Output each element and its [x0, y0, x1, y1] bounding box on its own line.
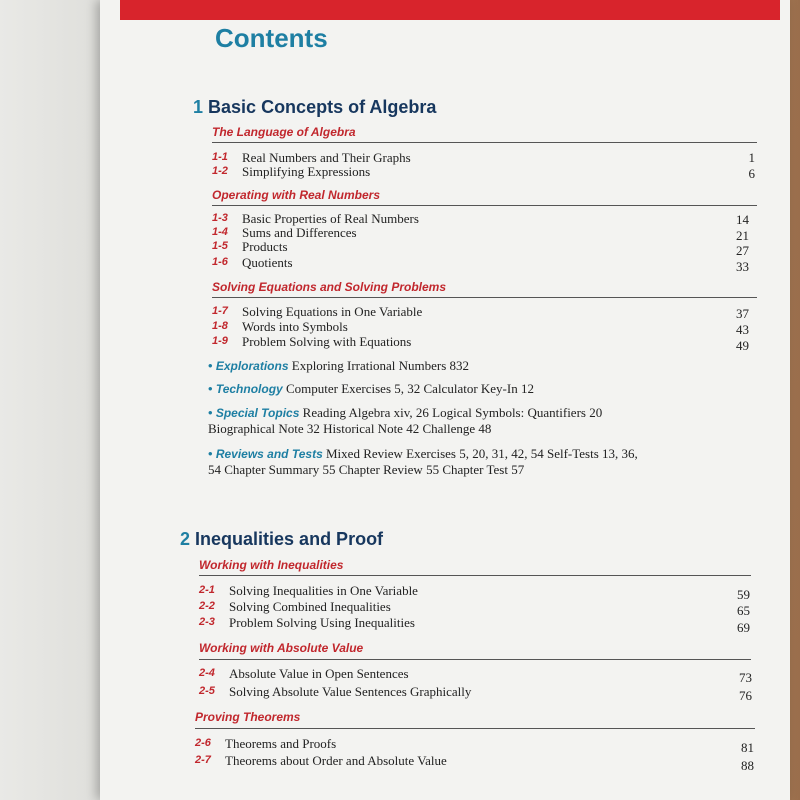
lesson-title: Products [242, 239, 288, 254]
section-heading: Working with Inequalities [199, 558, 344, 572]
extras-text: Exploring Irrational Numbers 832 [291, 358, 470, 373]
chapter-number: 2 [180, 529, 191, 549]
lesson-page: 1 [748, 150, 755, 165]
lesson-number: 2-4 [199, 667, 215, 679]
lesson-number: 2-1 [199, 584, 215, 596]
section-heading: Working with Absolute Value [199, 641, 364, 655]
lesson-number: 1-1 [212, 151, 228, 163]
bullet-icon: • [208, 446, 213, 461]
section-rule [212, 297, 757, 298]
section-heading: Solving Equations and Solving Problems [212, 280, 447, 294]
lesson-title: Quotients [242, 255, 293, 270]
extras-reviews-tests [208, 446, 648, 477]
section-rule [195, 728, 755, 729]
lesson-number: 1-7 [212, 305, 228, 317]
lesson-number: 1-2 [212, 165, 228, 177]
lesson-number: 1-4 [212, 226, 228, 238]
lesson-title: Problem Solving with Equations [242, 334, 412, 349]
lesson-page: 49 [736, 338, 749, 353]
extras-special-topics [208, 405, 648, 436]
lesson-page: 65 [737, 603, 750, 618]
lesson-number: 1-5 [212, 240, 228, 252]
extras-label: Technology [215, 382, 283, 396]
lesson-page: 59 [737, 587, 750, 602]
section-rule [212, 142, 757, 143]
lesson-page: 43 [736, 322, 749, 337]
lesson-page: 6 [748, 166, 755, 181]
lesson-title: Theorems and Proofs [225, 736, 337, 751]
chapter-number: 1 [193, 97, 204, 117]
lesson-page: 37 [736, 306, 749, 321]
extras-explorations [208, 358, 728, 374]
section-heading: Proving Theorems [195, 710, 301, 724]
lesson-title: Solving Inequalities in One Variable [229, 583, 418, 598]
chapter-1-heading [193, 97, 436, 118]
extras-label: Special Topics [215, 406, 300, 420]
lesson-number: 2-7 [195, 754, 211, 766]
red-header-band [120, 0, 780, 20]
section-heading: The Language of Algebra [212, 125, 356, 139]
lesson-number: 1-9 [212, 335, 228, 347]
section-rule [199, 659, 751, 660]
chapter-title: Basic Concepts of Algebra [208, 97, 437, 117]
lesson-number: 2-3 [199, 616, 215, 628]
lesson-page: 76 [739, 688, 752, 703]
lesson-page: 73 [739, 670, 752, 685]
bullet-icon: • [208, 381, 213, 396]
extras-technology [208, 381, 728, 397]
chapter-2-heading [180, 529, 383, 550]
section-rule [199, 575, 751, 576]
lesson-title: Solving Combined Inequalities [229, 599, 391, 614]
lesson-page: 27 [736, 243, 749, 258]
lesson-title: Solving Equations in One Variable [242, 304, 423, 319]
extras-label: Explorations [215, 359, 289, 373]
extras-text: Reading Algebra xiv, 26 Logical Symbols: Quantifiers 20 Biographical Note 32 Historical Note 42 Challenge 48 [208, 405, 603, 436]
lesson-title: Simplifying Expressions [242, 164, 371, 179]
lesson-page: 33 [736, 259, 749, 274]
lesson-page: 81 [741, 740, 754, 755]
lesson-number: 2-6 [195, 737, 211, 749]
lesson-title: Real Numbers and Their Graphs [242, 150, 411, 165]
lesson-page: 14 [736, 212, 749, 227]
lesson-title: Theorems about Order and Absolute Value [225, 753, 447, 768]
lesson-page: 88 [741, 758, 754, 773]
contents-page [100, 0, 790, 800]
lesson-title: Basic Properties of Real Numbers [242, 211, 419, 226]
extras-label: Reviews and Tests [215, 447, 323, 461]
lesson-number: 1-6 [212, 256, 228, 268]
bullet-icon: • [208, 405, 213, 420]
lesson-title: Words into Symbols [242, 319, 348, 334]
lesson-number: 1-3 [212, 212, 228, 224]
extras-text: Mixed Review Exercises 5, 20, 31, 42, 54 Self-Tests 13, 36, 54 Chapter Summary 55 Chapter Review 55 Chapter Test 57 [208, 446, 638, 477]
bullet-icon: • [208, 358, 213, 373]
lesson-number: 1-8 [212, 320, 228, 332]
page-title: Contents [215, 23, 328, 53]
lesson-title: Problem Solving Using Inequalities [229, 615, 415, 630]
extras-text: Computer Exercises 5, 32 Calculator Key-In 12 [285, 381, 534, 396]
section-rule [212, 205, 757, 206]
lesson-title: Absolute Value in Open Sentences [229, 666, 409, 681]
lesson-title: Solving Absolute Value Sentences Graphically [229, 684, 472, 699]
lesson-page: 21 [736, 228, 749, 243]
chapter-title: Inequalities and Proof [195, 529, 384, 549]
section-heading: Operating with Real Numbers [212, 188, 381, 202]
lesson-number: 2-2 [199, 600, 215, 612]
lesson-title: Sums and Differences [242, 225, 357, 240]
lesson-number: 2-5 [199, 685, 215, 697]
lesson-page: 69 [737, 620, 750, 635]
